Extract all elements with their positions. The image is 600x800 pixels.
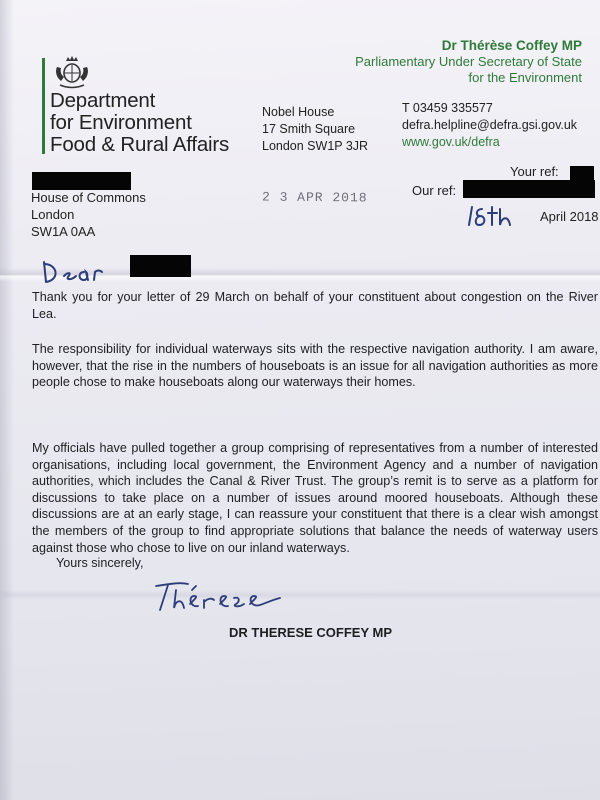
- letter-date: April 2018: [540, 209, 599, 224]
- department-address: [262, 104, 368, 155]
- letter-paragraph: My officials have pulled together a group comprising of representatives from a number of interested organisations, including local government, the Environment Agency and a number of navigation authorities, which includes the Canal & River Trust. The group’s remit is to serve as a platform for discussions to take place on a number of issues around moored houseboats. Although these discussions are at an early stage, I can reassure your constituent that there is a clear wish amongst the members of the group to find appropriate solutions that balance the needs of waterway users against those who chose to live on our inland waterways.: [32, 441, 598, 555]
- address-line: London SW1P 3JR: [262, 139, 369, 153]
- recipient-line: SW1A 0AA: [31, 224, 96, 239]
- minister-header: [355, 38, 582, 86]
- minister-title-line: for the Environment: [468, 70, 582, 85]
- received-date-stamp: 2 3 APR 2018: [261, 189, 368, 206]
- redaction-our-ref: [463, 180, 595, 198]
- signatory-name: DR THERESE COFFEY MP: [229, 625, 393, 640]
- recipient-address: [31, 189, 146, 240]
- closing-phrase: Yours sincerely,: [56, 556, 144, 570]
- royal-crest-icon: [52, 55, 92, 91]
- redaction-recipient-name: [32, 172, 131, 190]
- letter-paragraph: Thank you for your letter of 29 March on behalf of your constituent about congestion on the River Lea.: [32, 290, 598, 321]
- paper-edge-shadow: [0, 0, 14, 800]
- department-name: [50, 90, 270, 156]
- your-ref-label: Your ref:: [510, 164, 559, 179]
- handwritten-salutation: [38, 258, 128, 286]
- minister-name: Dr Thérèse Coffey MP: [441, 38, 582, 53]
- recipient-line: London: [31, 207, 75, 222]
- contact-details: [402, 100, 577, 151]
- recipient-line: House of Commons: [31, 190, 146, 205]
- logo-rule: [42, 58, 45, 154]
- department-name-line: Food & Rural Affairs: [50, 133, 230, 156]
- paper-fold-lower: [0, 590, 600, 600]
- contact-email: defra.helpline@defra.gsi.gov.uk: [402, 118, 578, 132]
- letter-paragraph: The responsibility for individual waterways sits with the respective navigation authority. I am aware, however, that the rise in the numbers of houseboats is an issue for all navigation authorities as more people chose to make houseboats along our waterways their homes.: [32, 342, 598, 390]
- address-line: Nobel House: [262, 105, 335, 119]
- department-name-line: for Environment: [50, 111, 192, 134]
- address-line: 17 Smith Square: [262, 122, 356, 136]
- department-name-line: Department: [50, 89, 156, 112]
- contact-phone: T 03459 335577: [402, 101, 493, 115]
- redaction-salutation-name: [130, 255, 191, 277]
- our-ref-label: Our ref:: [412, 183, 457, 198]
- contact-web: www.gov.uk/defra: [402, 135, 500, 149]
- signature: [150, 578, 290, 618]
- handwritten-date-day: [466, 203, 528, 229]
- minister-title-line: Parliamentary Under Secretary of State: [355, 54, 582, 69]
